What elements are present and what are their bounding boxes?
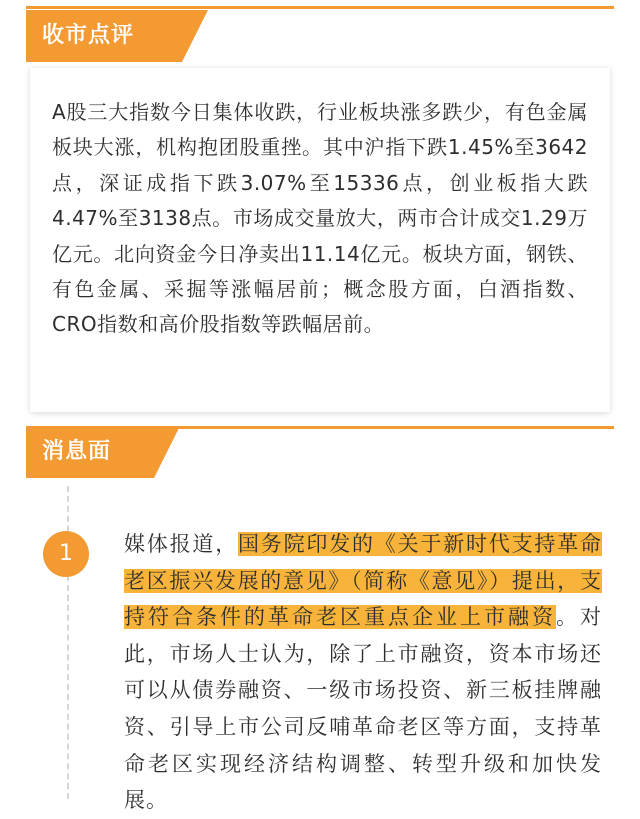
market-summary-text: A股三大指数今日集体收跌，行业板块涨多跌少，有色金属板块大涨，机构抱团股重挫。其中沪指下跌1.45%至3642点，深证成指下跌3.07%至15336点，创业板指大跌4.47%至3138点。市场成交量放大，两市合计成交1.29万亿元。北向资金今日净卖出11.14亿元。板块方面，钢铁、有色金属、采掘等涨幅居前；概念股方面，白酒指数、CRO指数和高价股指数等跌幅居前。 — [52, 100, 588, 337]
news-section-header — [0, 426, 640, 478]
header-rule — [26, 6, 614, 9]
summary-section-title: 收市点评 — [42, 23, 135, 48]
news-item-text — [124, 526, 602, 819]
market-summary-card — [30, 68, 610, 412]
news-item-suffix: 。对此，市场人士认为，除了上市融资，资本市场还可以从债券融资、一级市场投资、新三板挂牌融资、引导上市公司反哺革命老区等方面，支持革命老区实现经济结构调整、转型升级和加快发展。 — [124, 605, 602, 813]
news-item-prefix: 媒体报道， — [124, 532, 238, 556]
news-item-highlight: 国务院印发的《关于新时代支持革命老区振兴发展的意见》（简称《意见》）提出，支持符合条件的革命老区重点企业上市融资 — [124, 532, 602, 630]
news-section-title: 消息面 — [42, 439, 112, 464]
summary-section-header — [0, 10, 640, 62]
news-item-number-badge: 1 — [43, 531, 89, 577]
